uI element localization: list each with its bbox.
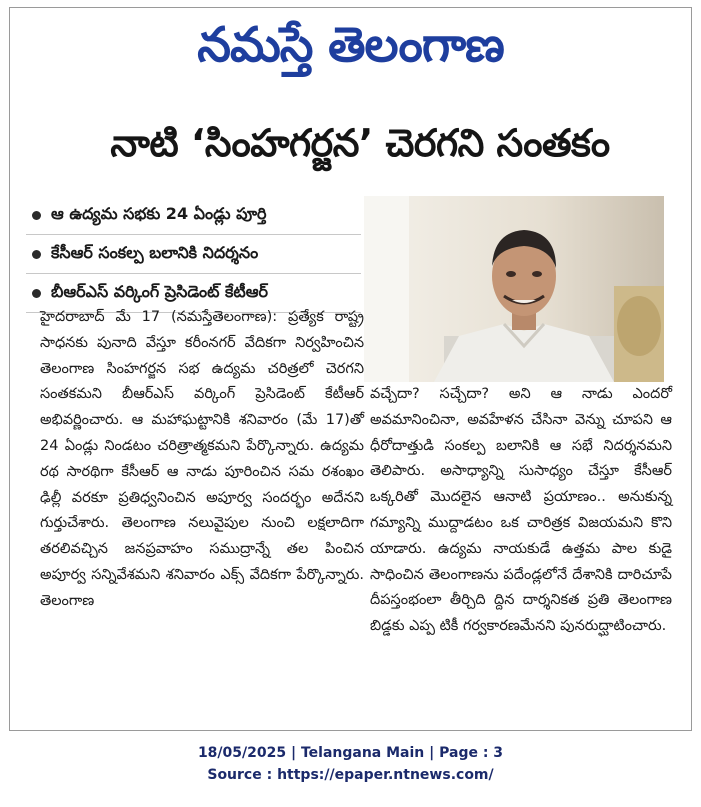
news-photo	[364, 196, 664, 382]
article-body-right-text: వచ్చేదా? సచ్చేదా? అని ఆ నాడు ఎందరో అవమానించినా, అవహేళన చేసినా వెన్ను చూపని ఆ ధీరోదాత్తుడి సంకల్ప బలానికి ఆ సభే నిదర్శనమని తెలిపారు. అసాధ్యాన్ని సుసాధ్యం చేస్తూ కేసీఆర్ ఒక్కరితో మొదలైన ఆనాటి ప్రయాణం.. అనుకున్న గమ్యాన్ని ముద్దాడటం ఒక చారిత్రక విజయమని కొని యాడారు. ఉద్యమ నాయకుడే ఉత్తమ పాల కుడై సాధించిన తెలంగాణను పదేండ్లలోనే దేశానికి దారిచూపే దీపస్తంభంలా తీర్చిది ద్దిన దార్శనికత ప్రతి తెలంగాణ బిడ్డకు ఎప్ప టికీ గర్వకారణమేనని పునరుద్ఘాటించారు.	[370, 386, 672, 635]
bullet-dot-icon	[32, 250, 41, 259]
bullet-text: బీఆర్ఎస్ వర్కింగ్ ప్రెసిడెంట్ కేటీఆర్	[51, 281, 268, 301]
bullet-text: కేసీఆర్ సంకల్ప బలానికి నిదర్శనం	[51, 242, 259, 262]
article-headline: నాటి ‘సింహగర్జన’ చెరగని సంతకం	[110, 121, 610, 165]
footer-date-page: 18/05/2025 | Telangana Main | Page : 3	[197, 745, 504, 761]
footer-source: Source : https://epaper.ntnews.com/	[207, 767, 494, 783]
bullet-item	[26, 235, 361, 274]
portrait-photo-illustration	[364, 196, 664, 382]
article-body-right-column	[370, 382, 672, 640]
highlight-bullets	[26, 196, 361, 313]
bullet-item	[26, 196, 361, 235]
bullet-text: ఆ ఉద్యమ సభకు 24 ఏండ్లు పూర్తి	[51, 203, 267, 223]
bullet-dot-icon	[32, 211, 41, 220]
bullet-dot-icon	[32, 289, 41, 298]
article-body-left-column	[40, 305, 364, 615]
article-body-left-text: హైదరాబాద్ మే 17 (నమస్తేతెలంగాణ): ప్రత్యేక రాష్ట్ర సాధనకు పునాది వేస్తూ కరీంనగర్ వేదికగా నిర్వహించిన తెలంగాణ సింహగర్జన సభ ఉద్యమ చరిత్రలో చెరగని సంతకమని బీఆర్ఎస్ వర్కింగ్ ప్రెసిడెంట్ కేటీఆర్ అభివర్ణించారు. ఆ మహాఘట్టానికి శనివారం (మే 17)తో 24 ఏండ్లు నిండటం చరిత్రాత్మకమని పేర్కొన్నారు. ఉద్యమ రథ సారథిగా కేసీఆర్ ఆ నాడు పూరించిన సమ రశంఖం ఢిల్లీ వరకూ ప్రతిధ్వనించిన అపూర్వ సందర్భం అదేనని గుర్తుచేశారు. తెలంగాణ నలువైపుల నుంచి లక్షలాదిగా తరలివచ్చిన జనప్రవాహం సముద్రాన్నే తల పించిన అపూర్వ సన్నివేశమని శనివారం ఎక్స్ వేదికగా పేర్కొన్నారు. తెలంగాణ	[40, 309, 364, 609]
newspaper-masthead: నమస్తే తెలంగాణ	[197, 17, 504, 73]
